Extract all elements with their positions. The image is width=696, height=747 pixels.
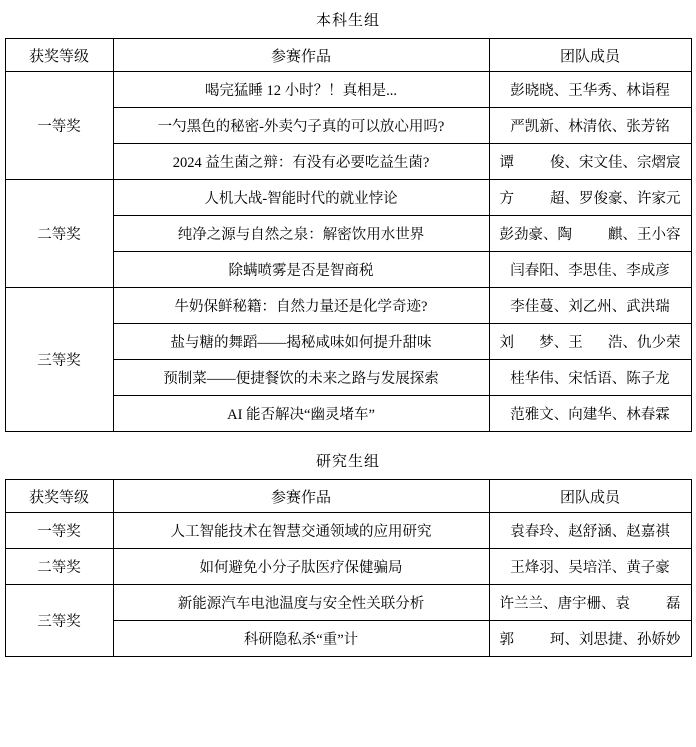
work-title-cell: 2024 益生菌之辩：有没有必要吃益生菌? [113,144,489,180]
table-row [5,585,691,621]
work-title-cell: 一勺黑色的秘密-外卖勺子真的可以放心用吗? [113,108,489,144]
team-member-part: 磊 [666,596,681,612]
team-member-part: 麒、王小容 [608,227,681,243]
team-member-part: 郭 [499,632,514,648]
work-title-cell: AI 能否解决“幽灵堵车” [113,396,489,432]
team-member-part: 刘 [499,335,514,351]
work-title-cell: 人机大战-智能时代的就业悖论 [113,180,489,216]
team-member-part: 许兰兰、唐宇栅、袁 [499,596,630,612]
table-row [5,513,691,549]
team-member-part: 方 [499,191,514,207]
column-header-team: 团队成员 [489,39,691,72]
column-header-level: 获奖等级 [5,480,113,513]
section-title-undergraduate: 本科生组 [315,12,380,29]
award-level-cell: 二等奖 [5,180,113,288]
column-header-work: 参赛作品 [113,480,489,513]
award-level-cell: 三等奖 [5,288,113,432]
team-member-part: 珂、刘思捷、孙娇妙 [550,632,681,648]
work-title-cell: 纯净之源与自然之泉：解密饮用水世界 [113,216,489,252]
section-title-graduate: 研究生组 [315,453,380,470]
team-member-part: 梦、王 [539,335,583,351]
column-header-team: 团队成员 [489,480,691,513]
team-member-part: 浩、仇少荣 [608,335,681,351]
award-level-cell: 二等奖 [5,549,113,585]
table-row [5,180,691,216]
team-members-cell [489,180,691,216]
team-member-part: 谭 [499,155,514,171]
team-members-cell [489,144,691,180]
team-members-cell: 闫春阳、李思佳、李成彦 [489,252,691,288]
awards-document [0,9,696,657]
work-title-cell: 如何避免小分子肽医疗保健骗局 [113,549,489,585]
awards-table-undergraduate [5,38,692,432]
table-row [5,549,691,585]
awards-table-graduate [5,479,692,657]
team-members-cell: 范雅文、向建华、林春霖 [489,396,691,432]
team-members-cell [489,324,691,360]
table-row [5,72,691,108]
work-title-cell: 除螨喷雾是否是智商税 [113,252,489,288]
work-title-cell: 盐与糖的舞蹈——揭秘咸味如何提升甜味 [113,324,489,360]
team-members-cell: 桂华伟、宋恬语、陈子龙 [489,360,691,396]
team-members-cell [489,216,691,252]
team-members-cell [489,621,691,657]
work-title-cell: 新能源汽车电池温度与安全性关联分析 [113,585,489,621]
column-header-work: 参赛作品 [113,39,489,72]
team-members-cell: 王烽羽、吴培洋、黄子豪 [489,549,691,585]
work-title-cell: 人工智能技术在智慧交通领域的应用研究 [113,513,489,549]
team-members-cell: 彭晓晓、王华秀、林诣程 [489,72,691,108]
table-header-row [5,39,691,72]
work-title-cell: 预制菜——便捷餐饮的未来之路与发展探索 [113,360,489,396]
award-level-cell: 一等奖 [5,513,113,549]
table-header-row [5,480,691,513]
team-members-cell: 李佳蔓、刘乙州、武洪瑞 [489,288,691,324]
team-member-part: 彭劲豪、陶 [499,227,572,243]
team-member-part: 俊、宋文佳、宗熠宸 [550,155,681,171]
table-row [5,288,691,324]
team-members-cell [489,585,691,621]
award-level-cell: 一等奖 [5,72,113,180]
work-title-cell: 喝完猛睡 12 小时？！真相是... [113,72,489,108]
award-level-cell: 三等奖 [5,585,113,657]
work-title-cell: 牛奶保鲜秘籍：自然力量还是化学奇迹? [113,288,489,324]
team-members-cell: 严凯新、林清依、张芳铭 [489,108,691,144]
column-header-level: 获奖等级 [5,39,113,72]
team-member-part: 超、罗俊豪、许家元 [550,191,681,207]
team-members-cell: 袁春玲、赵舒涵、赵嘉祺 [489,513,691,549]
work-title-cell: 科研隐私杀“重”计 [113,621,489,657]
